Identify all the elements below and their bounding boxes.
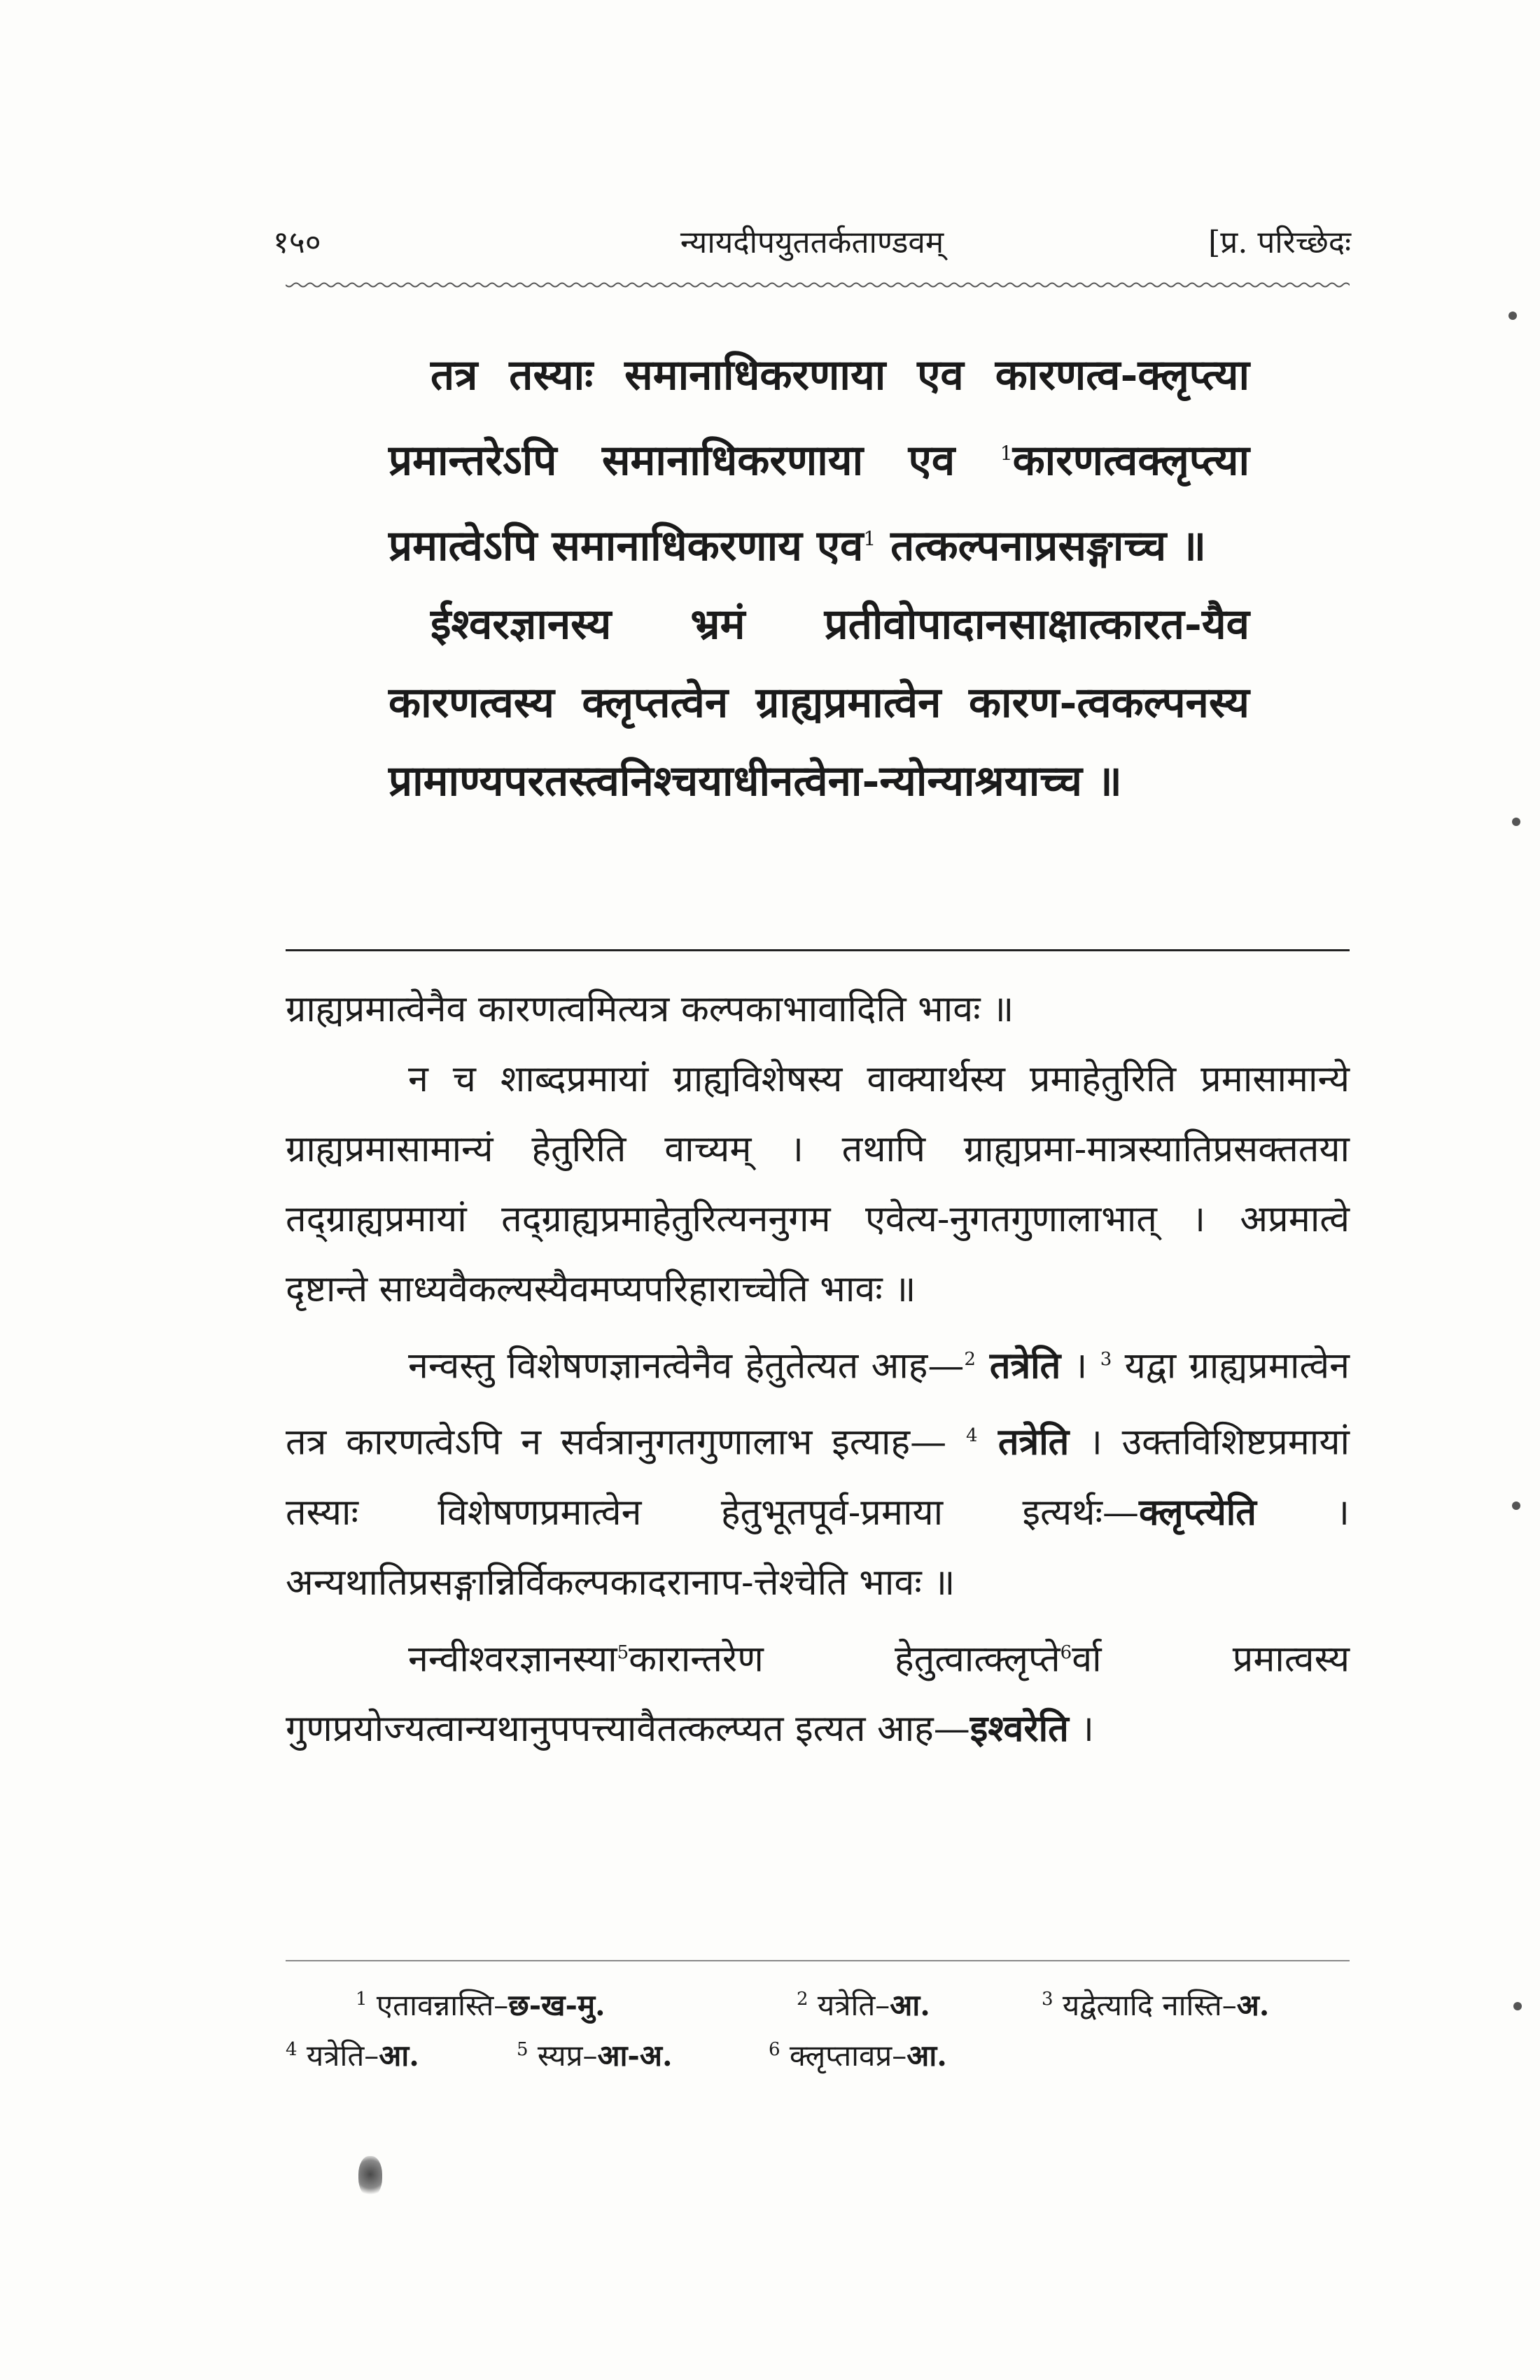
footnotes <box>286 1974 1350 2075</box>
section-label: [प्र. परिच्छेदः <box>1208 225 1351 260</box>
text-run: र्वा प्रमात्वस्य गुणप्रयोज्यत्वान्यथानुपपत्त्यावैतत्कल्प्यत इत्यत आह— <box>286 1637 1350 1750</box>
text-run: कारान्तरेण हेतुत्वात्क्लृप्ते <box>629 1637 1060 1680</box>
footnote-marker: 3 <box>1100 1349 1112 1370</box>
lemma-text: तत्रेति <box>977 1420 1070 1464</box>
footnote: $^4$ यत्रेति–आ. <box>286 2038 419 2073</box>
footnote-marker: 1 <box>1000 442 1013 465</box>
text-run: । अन्यथातिप्रसङ्गान्निर्विकल्पकादरानाप-त्तेश्चेति भावः ॥ <box>286 1491 1350 1604</box>
text-run: नन्वस्तु विशेषणज्ञानत्वेनैव हेतुतेत्यत आह— <box>408 1345 965 1387</box>
text-run: कारणत्वक्लृप्त्या प्रमात्वेऽपि समानाधिकरणाय एव <box>388 436 1250 570</box>
text-run: ईश्वरज्ञानस्य भ्रमं प्रतीवोपादानसाक्षात्कारत-यैव कारणत्वस्य क्लृप्तत्वेन ग्राह्यप्रमात्वेन कारण-त्वकल्पनस्य प्रामाण्यपरतस्त्वनिश्चयाधीनत्वेना-न्योन्याश्रयाच्च ॥ <box>388 600 1250 806</box>
root-paragraph-1 <box>388 336 1250 585</box>
ink-blot <box>358 2156 382 2197</box>
footnote-marker: 5 <box>617 1642 629 1663</box>
lemma-text: तत्रेति <box>975 1344 1061 1387</box>
commentary-paragraph-3 <box>286 1324 1350 1618</box>
footnote-row-2 <box>286 2024 1350 2075</box>
footnote-marker: 4 <box>965 1425 978 1447</box>
footnote-marker: 6 <box>1060 1642 1072 1663</box>
commentary-paragraph-1 <box>286 974 1350 1044</box>
footnote: $^3$ यद्वेत्यादि नास्ति–अ. <box>1042 1988 1270 2022</box>
edge-mark <box>1512 1502 1520 1510</box>
lemma-text: क्लृप्त्येति <box>1138 1490 1256 1534</box>
divider-rule <box>286 949 1350 951</box>
text-run: यद्वा ग्राह्यप्रमात्वेन तत्र कारणत्वेऽपि न सर्वत्रानुगतगुणालाभ इत्याह— <box>286 1345 1350 1464</box>
footnote-marker: 1 <box>863 527 876 550</box>
text-run: तत्र तस्याः समानाधिकरणाया एव कारणत्व-क्लृप्त्या प्रमान्तरेऽपि समानाधिकरणाया एव <box>388 351 1250 485</box>
edge-mark <box>1508 312 1517 320</box>
root-paragraph-2 <box>388 585 1250 820</box>
footnote-rule <box>286 1960 1350 1961</box>
root-text <box>388 336 1250 820</box>
commentary-text <box>286 974 1350 1764</box>
text-run: । उक्तविशिष्टप्रमायां तस्याः विशेषणप्रमात्वेन हेतुभूतपूर्व-प्रमाया इत्यर्थः— <box>286 1421 1350 1534</box>
footnote: $^5$ स्यप्र–आ-अ. <box>517 2038 673 2073</box>
page-number: १५० <box>273 225 321 260</box>
text-run: । <box>1068 1707 1094 1750</box>
edge-mark <box>1513 2002 1522 2010</box>
text-run: न च शाब्दप्रमायां ग्राह्यविशेषस्य वाक्यार्थस्य प्रमाहेतुरिति प्रमासामान्ये ग्राह्यप्रमासामान्यं हेतुरिति वाच्यम् । तथापि ग्राह्यप्रमा-मात्रस्यातिप्रसक्ततया तद्ग्राह्यप्रमायां तद्ग्राह्यप्रमाहेतुरित्यननुगम एवेत्य-नुगतगुणालाभात् । अप्रमात्वे दृष्टान्ते साध्यवैकल्यस्यैवमप्यपरिहाराच्चेति भावः ॥ <box>286 1058 1350 1310</box>
commentary-paragraph-4 <box>286 1618 1350 1764</box>
text-run: नन्वीश्वरज्ञानस्या <box>408 1637 617 1680</box>
footnote: $^1$ एतावन्नास्ति–छ-ख-मु. <box>356 1988 606 2022</box>
footnote: $^2$ यत्रेति–आ. <box>797 1988 930 2022</box>
commentary-paragraph-2 <box>286 1044 1350 1324</box>
lemma-text: इश्वरेति <box>969 1707 1069 1750</box>
text-run: ग्राह्यप्रमात्वेनैव कारणत्वमित्यत्र कल्पकाभावादिति भावः ॥ <box>286 988 1014 1030</box>
footnote-marker: 2 <box>964 1349 976 1370</box>
edge-mark <box>1512 818 1520 826</box>
decorative-wavy-rule <box>286 280 1350 290</box>
footnote: $^6$ क्लृप्तावप्र–आ. <box>769 2038 947 2073</box>
footnote-row-1 <box>286 1974 1350 2024</box>
text-run: तत्कल्पनाप्रसङ्गाच्च ॥ <box>876 522 1207 570</box>
running-title: न्यायदीपयुततर्कताण्डवम् <box>680 225 944 260</box>
running-head <box>273 218 1351 267</box>
text-run: । <box>1060 1345 1100 1387</box>
